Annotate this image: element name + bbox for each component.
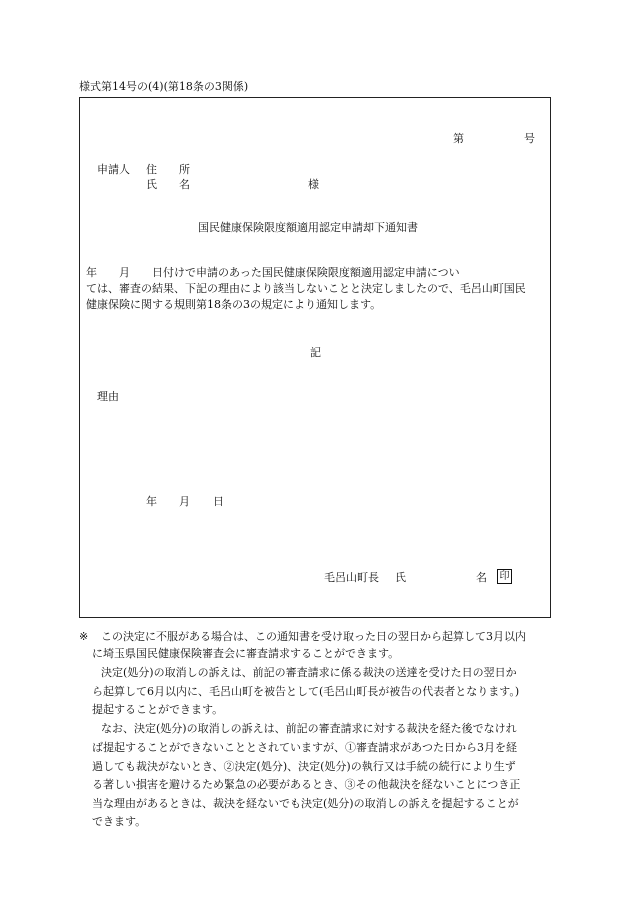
mayor-name-label-1: 氏 [395, 571, 406, 584]
note-line: ら起算して6月以内に、毛呂山町を被告として(毛呂山町長が被告の代表者となります。) [92, 685, 520, 698]
note-asterisk: ※ [79, 630, 89, 643]
body-text-line: 年 月 日付けで申請のあった国民健康保険限度額適用認定申請につい [86, 266, 460, 279]
note-line: できます。 [92, 815, 147, 828]
applicant-label: 申請人 [97, 163, 130, 176]
name-label-1: 氏 [146, 178, 157, 191]
note-line: 提起することができます。 [92, 703, 224, 716]
document-title: 国民健康保険限度額適用認定申請却下通知書 [198, 221, 418, 234]
mayor-title: 毛呂山町長 [324, 571, 379, 584]
note-line: る著しい損害を避けるため緊急の必要があるとき、③その他裁決を経ないことにつき正 [92, 778, 521, 791]
seal-stamp-box: 印 [497, 569, 512, 584]
notice-number-prefix: 第 [453, 132, 464, 145]
note-line: 過しても裁決がないとき、②決定(処分)、決定(処分)の執行又は手続の続行により生ず [92, 760, 516, 773]
note-line: 当な理由があるときは、裁決を経ないでも決定(処分)の取消しの訴えを提起することが [92, 797, 519, 810]
body-text-line: 健康保険に関する規則第18条の3の規定により通知します。 [86, 298, 382, 311]
address-label-2: 所 [179, 163, 190, 176]
ki-heading: 記 [310, 346, 321, 359]
address-label-1: 住 [146, 163, 157, 176]
body-text-line: ては、審査の結果、下記の理由により該当しないことと決定しましたので、毛呂山町国民 [86, 282, 526, 295]
date-day-label: 日 [213, 495, 224, 508]
reason-label: 理由 [97, 390, 119, 403]
note-line: 決定(処分)の取消しの訴えは、前記の審査請求に係る裁決の送達を受けた日の翌日か [101, 666, 517, 679]
date-year-label: 年 [146, 495, 157, 508]
form-number-label: 様式第14号の(4)(第18条の3関係) [79, 80, 249, 93]
honorific-sama: 様 [308, 178, 319, 191]
date-month-label: 月 [179, 495, 190, 508]
note-line: に埼玉県国民健康保険審査会に審査請求することができます。 [92, 647, 400, 660]
note-line: なお、決定(処分)の取消しの訴えは、前記の審査請求に対する裁決を経た後でなけれ [101, 722, 517, 735]
note-line: ば提起することができないこととされていますが、①審査請求があつた日から3月を経 [92, 741, 517, 754]
notice-number-suffix: 号 [524, 132, 535, 145]
mayor-name-label-2: 名 [476, 571, 487, 584]
name-label-2: 名 [179, 178, 190, 191]
note-line: この決定に不服がある場合は、この通知書を受け取った日の翌日から起算して3月以内 [101, 630, 526, 643]
